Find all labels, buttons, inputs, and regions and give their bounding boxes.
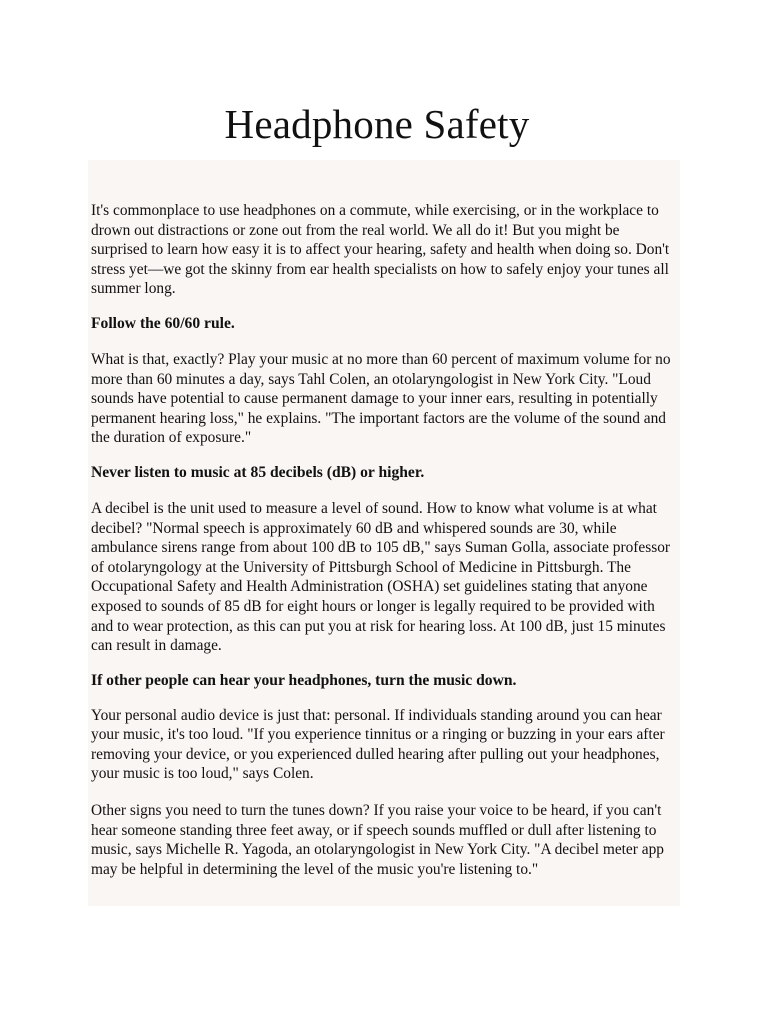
section-paragraph: What is that, exactly? Play your music at no more than 60 percent of maximum volume for no more than 60 minutes a day, says Tahl Colen, an otolaryngologist in New York City. "Loud sounds have potential to cause permanent damage to your inner ears, resulting in potentially permanent hearing loss," he explains. "The important factors are the volume of the sound and the duration of exposure." [91,350,671,447]
section-heading-85-decibels: Never listen to music at 85 decibels (dB) or higher. [91,463,425,481]
section-paragraph: Other signs you need to turn the tunes down? If you raise your voice to be heard, if you can't hear someone standing three feet away, or if speech sounds muffled or dull after listening to music, says Michelle R. Yagoda, an otolaryngologist in New York City. "A decibel meter app may be helpful in determining the level of the music you're listening to." [91,802,664,878]
section-heading-60-60-rule: Follow the 60/60 rule. [91,314,235,332]
page-title: Headphone Safety [224,101,530,147]
section-heading-turn-music-down: If other people can hear your headphones, turn the music down. [91,671,517,689]
section-paragraph: A decibel is the unit used to measure a level of sound. How to know what volume is at what decibel? "Normal speech is approximately 60 dB and whispered sounds are 30, while ambulance sirens range from about 100 dB to 105 dB," says Suman Golla, associate professor of otolaryngology at the University of Pittsburgh School of Medicine in Pittsburgh. The Occupational Safety and Health Administration (OSHA) set guidelines stating that anyone exposed to sounds of 85 dB for eight hours or longer is legally required to be provided with and to wear protection, as this can put you at risk for hearing loss. At 100 dB, just 15 minutes can result in damage. [91,499,671,655]
section-paragraph: Your personal audio device is just that: personal. If individuals standing around you can hear your music, it's too loud. "If you experience tinnitus or a ringing or buzzing in your ears after removing your device, or you experienced dulled hearing after pulling out your headphones, your music is too loud," says Colen. [91,706,665,783]
intro-paragraph: It's commonplace to use headphones on a commute, while exercising, or in the workplace to drown out distractions or zone out from the real world. We all do it! But you might be surprised to learn how easy it is to affect your hearing, safety and health when doing so. Don't stress yet—we got the skinny from ear health specialists on how to safely enjoy your tunes all summer long. [91,202,670,298]
article-body [88,160,680,906]
